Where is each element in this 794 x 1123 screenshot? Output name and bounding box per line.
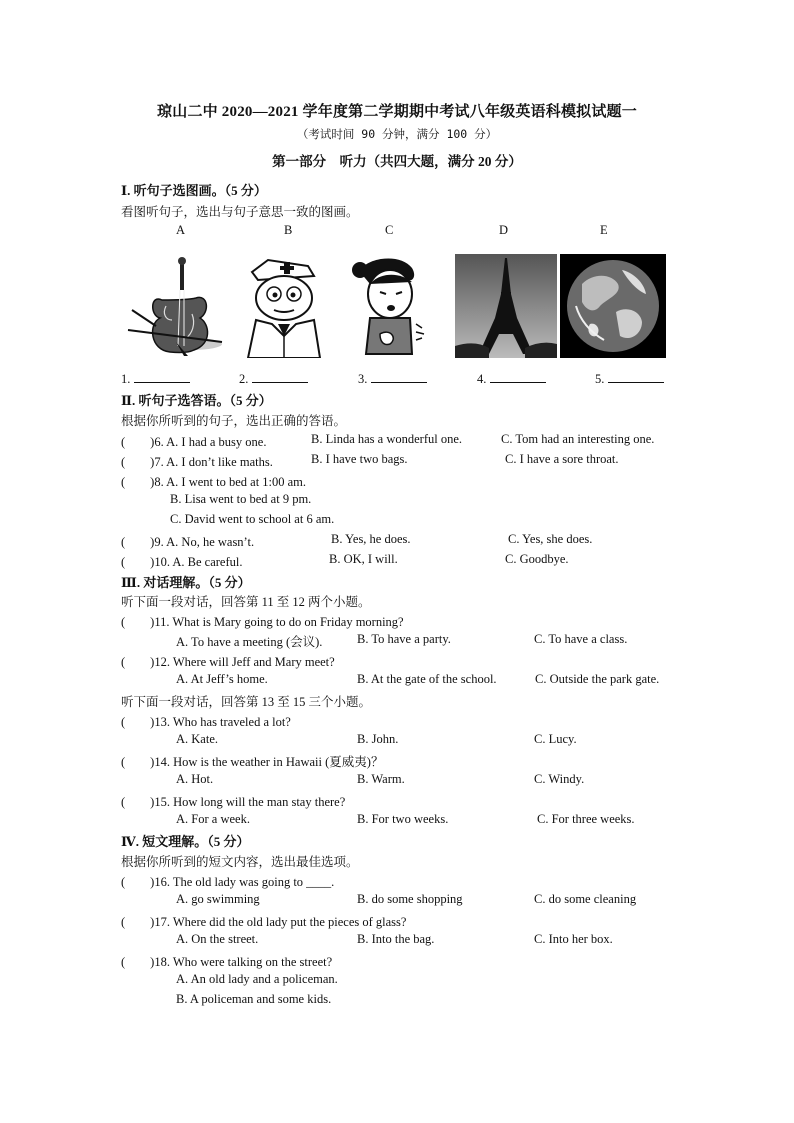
answer-line-5[interactable] [595, 370, 664, 387]
question-15[interactable]: ( )15. How long will the man stay there? [121, 795, 346, 809]
question-8[interactable]: ( )8. A. I went to bed at 1:00 am. [121, 475, 307, 489]
section2-instruction: 根据你所听到的句子，选出正确的答语。 [121, 414, 347, 428]
q13-option-c: C. Lucy. [534, 732, 577, 746]
picture-letter-e: E [600, 223, 608, 237]
section4-instruction: 根据你所听到的短文内容，选出最佳选项。 [121, 855, 359, 869]
q16-option-a: A. go swimming [176, 892, 260, 906]
picture-letter-a: A [176, 223, 186, 237]
q10-option-b: B. OK, I will. [329, 552, 398, 566]
eiffel-tower-picture [455, 254, 557, 358]
section1-heading: Ⅰ. 听句子选图画。（5 分） [121, 183, 267, 198]
q7-option-c: C. I have a sore throat. [505, 452, 619, 466]
q16-option-c: C. do some cleaning [534, 892, 637, 906]
answer-number-1: 1. [121, 372, 131, 386]
answer-line-3[interactable] [358, 370, 427, 387]
exam-title: 琼山二中 2020—2021 学年度第二学期期中考试八年级英语科模拟试题一 [157, 104, 637, 120]
question-11[interactable]: ( )11. What is Mary going to do on Friday morning? [121, 615, 404, 629]
q11-option-a: A. To have a meeting (会议). [176, 635, 323, 649]
earth-picture [560, 254, 666, 358]
section3-heading: Ⅲ. 对话理解。（5 分） [121, 575, 251, 590]
answer-line-1[interactable] [121, 370, 190, 387]
q12-option-a: A. At Jeff’s home. [176, 672, 268, 686]
question-12[interactable]: ( )12. Where will Jeff and Mary meet? [121, 655, 335, 669]
q8-option-b: B. Lisa went to bed at 9 pm. [170, 492, 312, 506]
answer-number-5: 5. [595, 372, 605, 386]
question-9[interactable]: ( )9. A. No, he wasn’t. [121, 535, 255, 549]
question-13[interactable]: ( )13. Who has traveled a lot? [121, 715, 291, 729]
section4-heading: Ⅳ. 短文理解。（5 分） [121, 834, 250, 849]
q18-option-a: A. An old lady and a policeman. [176, 972, 338, 986]
q11-option-c: C. To have a class. [534, 632, 628, 646]
sick-girl-picture [350, 254, 430, 358]
answer-line-2[interactable] [239, 370, 308, 387]
question-10[interactable]: ( )10. A. Be careful. [121, 555, 243, 569]
q14-option-b: B. Warm. [357, 772, 405, 786]
q14-option-a: A. Hot. [176, 772, 214, 786]
q6-option-b: B. Linda has a wonderful one. [311, 432, 463, 446]
q9-option-c: C. Yes, she does. [508, 532, 593, 546]
q13-option-a: A. Kate. [176, 732, 218, 746]
q9-option-b: B. Yes, he does. [331, 532, 411, 546]
q10-option-c: C. Goodbye. [505, 552, 569, 566]
q16-option-b: B. do some shopping [357, 892, 463, 906]
question-18[interactable]: ( )18. Who were talking on the street? [121, 955, 333, 969]
question-16[interactable]: ( )16. The old lady was going to ____. [121, 875, 335, 889]
answer-number-4: 4. [477, 372, 487, 386]
q18-option-b: B. A policeman and some kids. [176, 992, 332, 1006]
section2-heading: Ⅱ. 听句子选答语。（5 分） [121, 393, 272, 408]
picture-letter-c: C [385, 223, 394, 237]
answer-number-2: 2. [239, 372, 249, 386]
answer-line-4[interactable] [477, 370, 546, 387]
answer-number-3: 3. [358, 372, 368, 386]
picture-letter-b: B [284, 223, 293, 237]
q12-option-c: C. Outside the park gate. [535, 672, 660, 686]
violin-picture [122, 254, 228, 358]
q8-option-c: C. David went to school at 6 am. [170, 512, 335, 526]
question-6[interactable]: ( )6. A. I had a busy one. [121, 435, 267, 449]
part-heading: 第一部分 听力（共四大题，满分 20 分） [272, 154, 522, 169]
picture-letter-d: D [499, 223, 509, 237]
section1-instruction: 看图听句子，选出与句子意思一致的图画。 [121, 205, 359, 219]
nurse-picture [238, 254, 328, 358]
q12-option-b: B. At the gate of the school. [357, 672, 497, 686]
q7-option-b: B. I have two bags. [311, 452, 408, 466]
q13-option-b: B. John. [357, 732, 399, 746]
section3-intro-1: 听下面一段对话，回答第 11 至 12 两个小题。 [121, 595, 371, 609]
question-14[interactable]: ( )14. How is the weather in Hawaii (夏威夷)？ [121, 755, 384, 769]
q15-option-b: B. For two weeks. [357, 812, 449, 826]
q17-option-b: B. Into the bag. [357, 932, 435, 946]
question-7[interactable]: ( )7. A. I don’t like maths. [121, 455, 273, 469]
q15-option-a: A. For a week. [176, 812, 250, 826]
section3-intro-2: 听下面一段对话，回答第 13 至 15 三个小题。 [121, 695, 372, 709]
q15-option-c: C. For three weeks. [537, 812, 635, 826]
q6-option-c: C. Tom had an interesting one. [501, 432, 655, 446]
q11-option-b: B. To have a party. [357, 632, 451, 646]
exam-subtitle: （考试时间 90 分钟，满分 100 分） [296, 127, 498, 141]
question-17[interactable]: ( )17. Where did the old lady put the pieces of glass? [121, 915, 407, 929]
q17-option-c: C. Into her box. [534, 932, 613, 946]
q14-option-c: C. Windy. [534, 772, 585, 786]
q17-option-a: A. On the street. [176, 932, 259, 946]
